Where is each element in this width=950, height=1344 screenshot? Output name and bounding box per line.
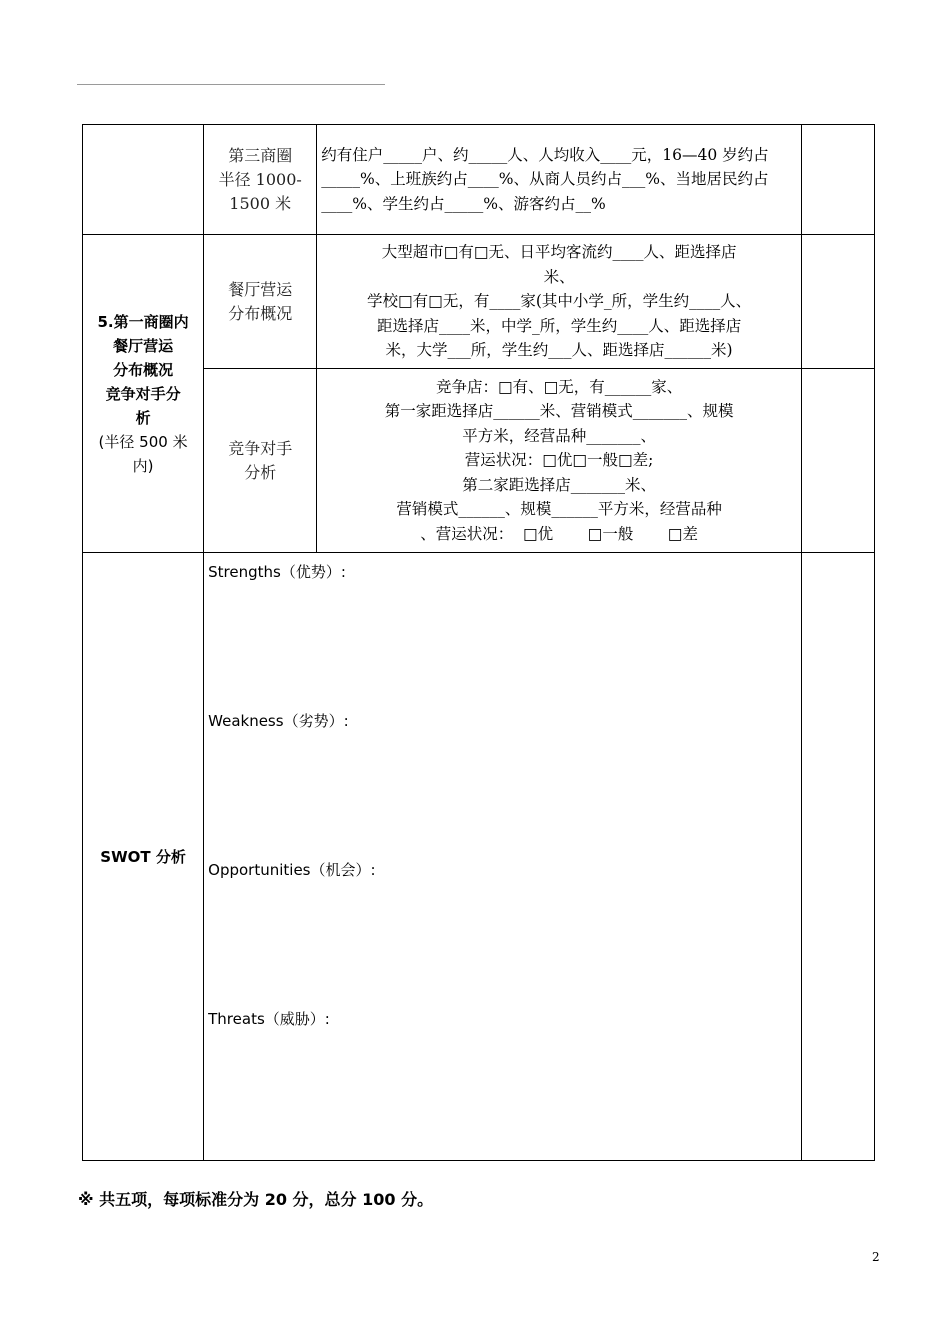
title-line: 内) <box>132 456 154 475</box>
content-line: 第二家距选择店_______米、 <box>462 475 656 494</box>
content-line: 学校□有□无，有____家(其中小学_所，学生约____人、 <box>367 292 752 311</box>
restaurant-label <box>204 235 317 369</box>
restaurant-content <box>317 235 802 369</box>
label-line: 半径 1000- <box>218 169 302 189</box>
content-line: 平方米，经营品种_______、 <box>462 426 656 445</box>
content-line: 、营运状况： □优 □一般 □差 <box>420 524 698 543</box>
competitor-label <box>204 369 317 553</box>
swot-label: SWOT 分析 <box>83 553 204 1161</box>
title-line: 析 <box>135 408 151 427</box>
label-line: 第三商圈 <box>228 145 293 165</box>
score-cell <box>801 125 874 235</box>
swot-weakness: Weakness（劣势）: <box>208 712 349 730</box>
content-line: 大型超市□有□无、日平均客流约____人、距选择店 <box>381 243 737 262</box>
title-line: 餐厅营运 <box>113 336 174 355</box>
content-line: 距选择店____米，中学_所，学生约____人、距选择店 <box>376 316 742 335</box>
content-line: 营运状况：□优□一般□差; <box>464 451 654 470</box>
table-row-restaurant <box>83 235 875 369</box>
table-row-third-circle <box>83 125 875 235</box>
content-line: 营销模式______、规模______平方米，经营品种 <box>396 500 722 519</box>
footer-note: ※ 共五项，每项标准分为 20 分，总分 100 分。 <box>78 1190 434 1209</box>
third-circle-content: 约有住户_____户、约_____人、人均收入____元，16—40 岁约占_____%、上班族约占____%、从商人员约占___%、当地居民约占____%、学生约占_____%、游客约占__% <box>317 125 802 235</box>
content-line: 竞争店：□有、□无，有______家、 <box>435 377 683 396</box>
score-cell <box>801 369 874 553</box>
page-number: 2 <box>872 1250 880 1264</box>
swot-threats: Threats（威胁）: <box>208 1010 330 1028</box>
title-line: 5.第一商圈内 <box>97 312 189 331</box>
empty-cell <box>83 125 204 235</box>
header-rule <box>77 84 385 85</box>
label-line: 竞争对手 <box>228 438 293 458</box>
score-cell <box>801 553 874 1161</box>
label-line: 分布概况 <box>228 303 293 323</box>
table-row-swot <box>83 553 875 1161</box>
content-line: 第一家距选择店______米、营销模式_______、规模 <box>384 402 734 421</box>
swot-strengths: Strengths（优势）: <box>208 563 346 581</box>
swot-content <box>204 553 802 1161</box>
evaluation-table <box>82 124 875 1161</box>
score-cell <box>801 235 874 369</box>
label-line: 分析 <box>244 462 277 482</box>
section5-title <box>83 235 204 553</box>
competitor-content <box>317 369 802 553</box>
content-line: 米、 <box>543 267 575 286</box>
title-line: (半径 500 米 <box>98 432 188 451</box>
label-line: 1500 米 <box>229 193 292 213</box>
title-line: 竞争对手分 <box>105 384 181 403</box>
swot-opportunities: Opportunities（机会）: <box>208 861 376 879</box>
content-line: 米，大学___所，学生约___人、距选择店______米) <box>385 341 733 360</box>
label-line: 餐厅营运 <box>228 279 293 299</box>
third-circle-label <box>204 125 317 235</box>
title-line: 分布概况 <box>113 360 174 379</box>
